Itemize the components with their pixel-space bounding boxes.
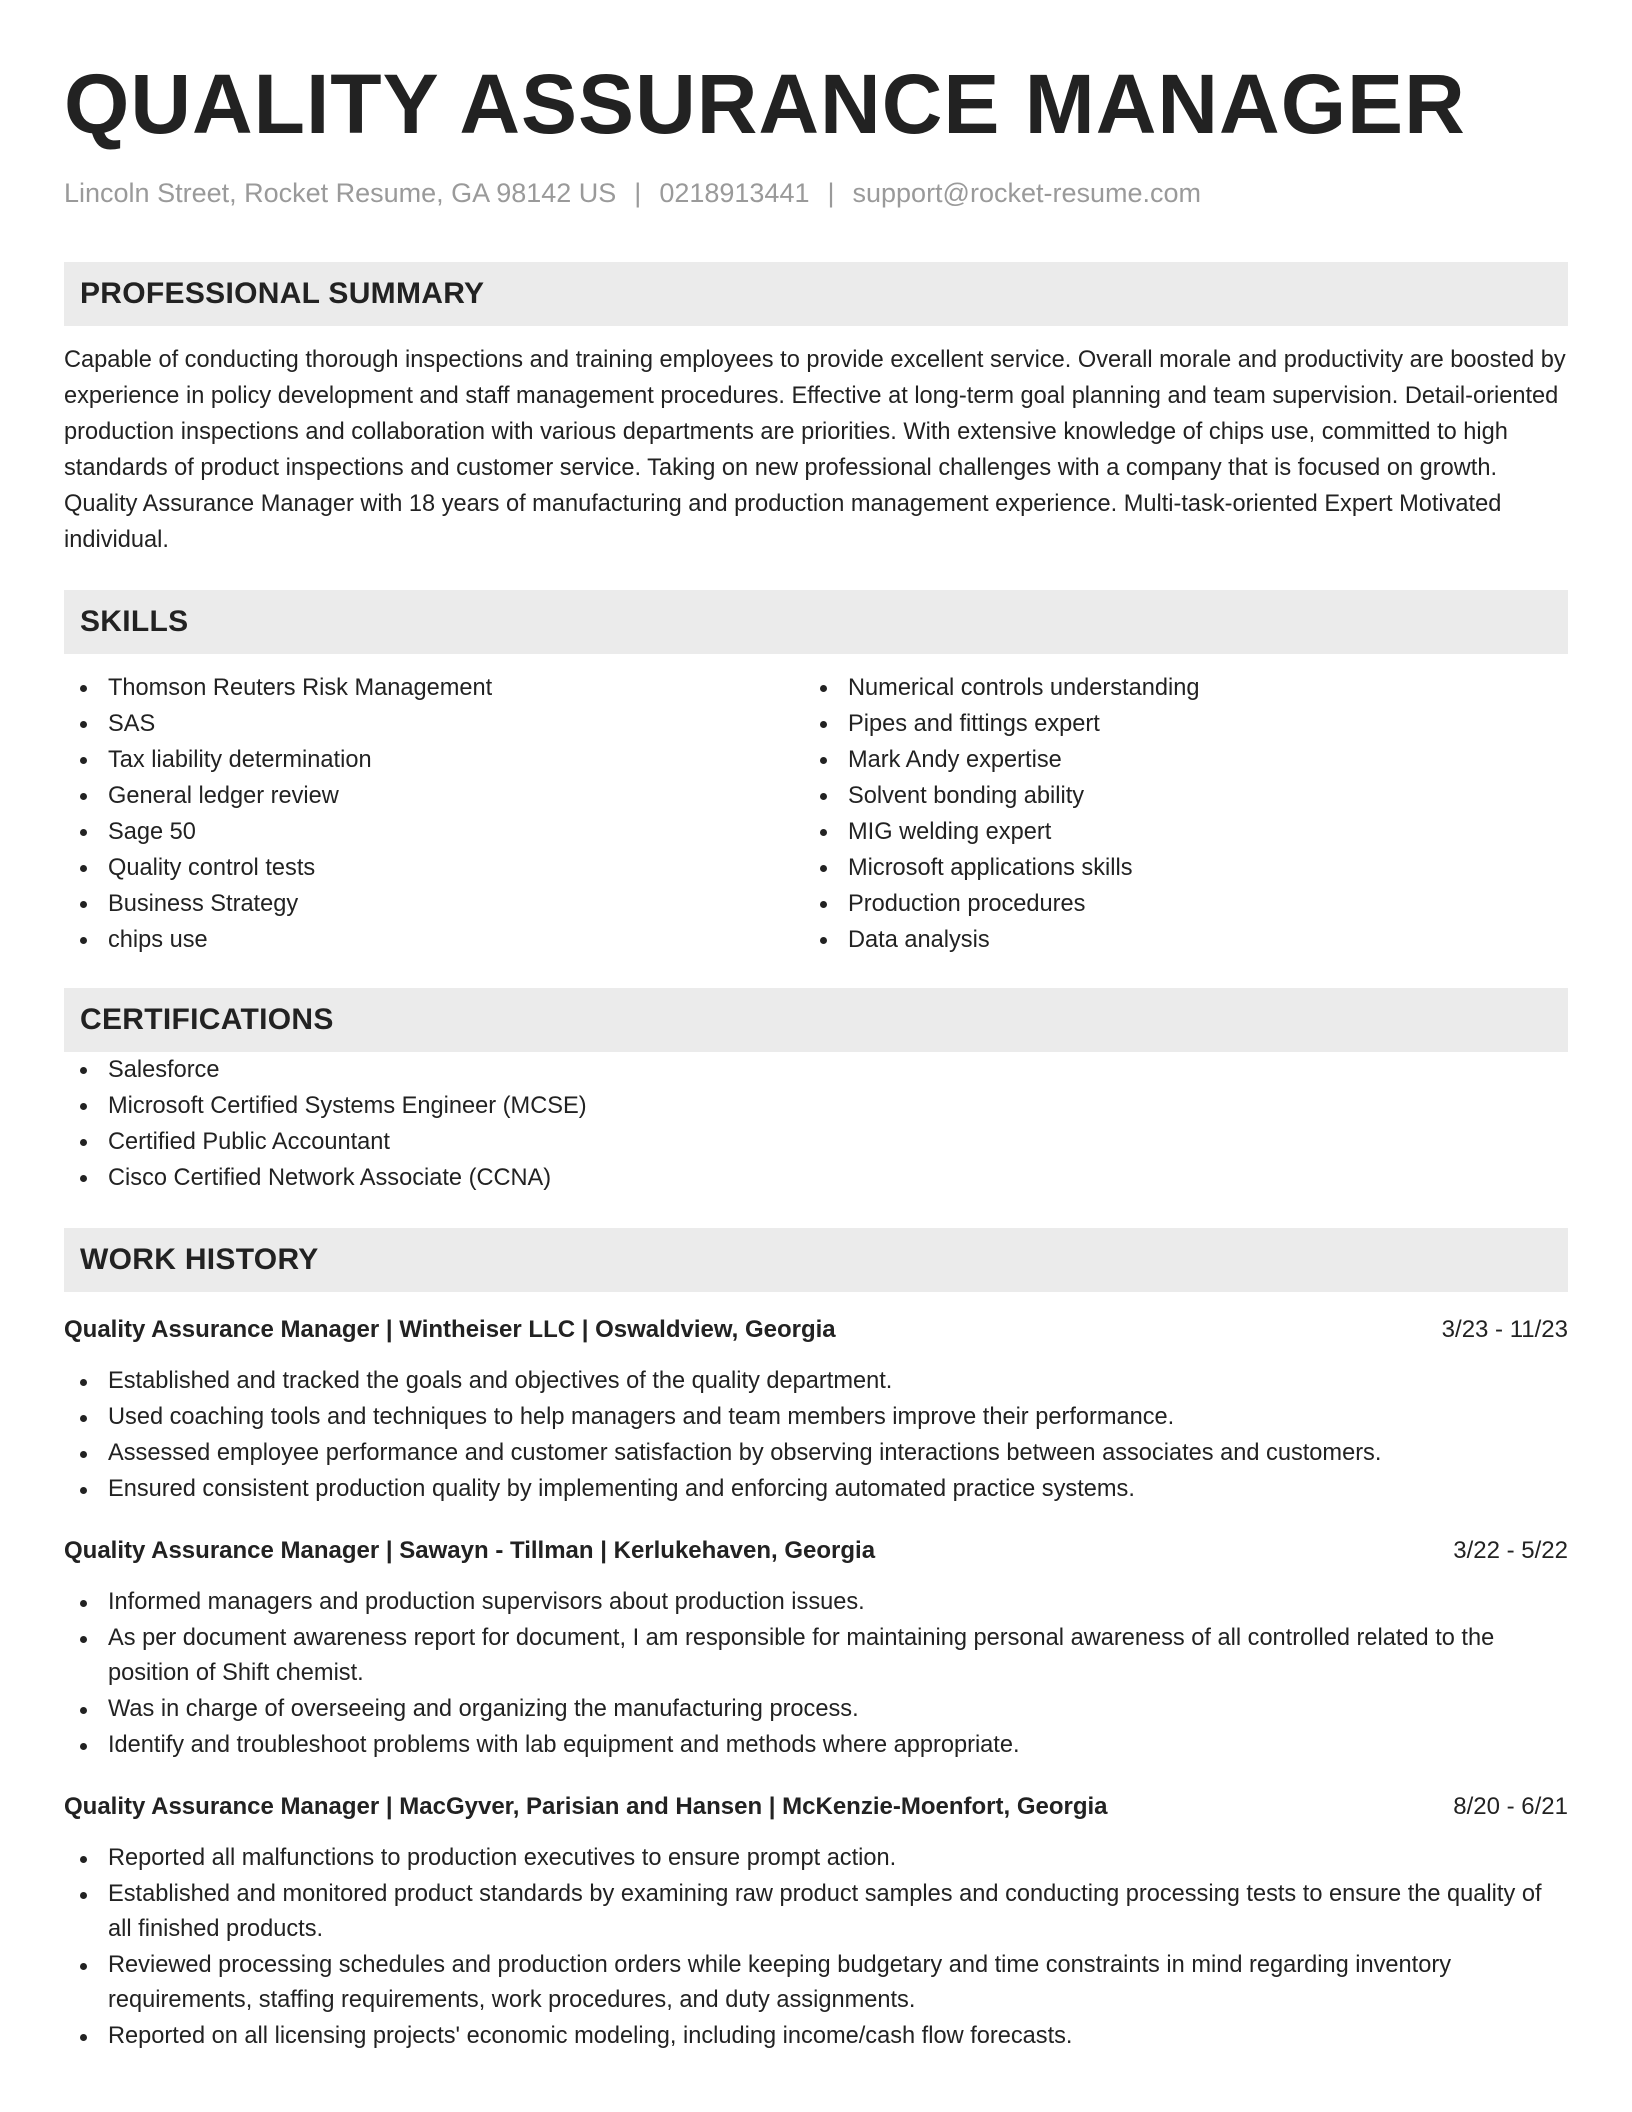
skills-column-left [64, 670, 804, 958]
job-bullet: Reported all malfunctions to production executives to ensure prompt action. [64, 1841, 1568, 1876]
skill-item: Production procedures [804, 886, 1544, 922]
skill-item: General ledger review [64, 778, 804, 814]
job-bullet: Ensured consistent production quality by implementing and enforcing automated practice systems. [64, 1472, 1568, 1507]
job-dates: 3/23 - 11/23 [1441, 1316, 1568, 1343]
certification-item: Cisco Certified Network Associate (CCNA) [64, 1160, 1568, 1196]
contact-address: Lincoln Street, Rocket Resume, GA 98142 US [64, 178, 617, 208]
certification-item: Microsoft Certified Systems Engineer (MCSE) [64, 1088, 1568, 1124]
job-title: Quality Assurance Manager | MacGyver, Parisian and Hansen | McKenzie-Moenfort, Georgia [64, 1793, 1108, 1820]
skill-item: SAS [64, 706, 804, 742]
job-header [64, 1312, 1568, 1348]
job-entry [64, 1789, 1568, 2054]
job-bullet: Informed managers and production supervisors about production issues. [64, 1585, 1568, 1620]
skill-item: Solvent bonding ability [804, 778, 1544, 814]
job-header [64, 1789, 1568, 1825]
skill-item: Numerical controls understanding [804, 670, 1544, 706]
resume-name: QUALITY ASSURANCE MANAGER [64, 57, 1466, 151]
skill-item: Pipes and fittings expert [804, 706, 1544, 742]
section-header-work-history: WORK HISTORY [64, 1228, 1568, 1292]
skill-item: Sage 50 [64, 814, 804, 850]
skill-item: Data analysis [804, 922, 1544, 958]
section-header-certifications: CERTIFICATIONS [64, 988, 1568, 1052]
skill-item: Mark Andy expertise [804, 742, 1544, 778]
contact-separator: | [634, 178, 642, 208]
certification-item: Certified Public Accountant [64, 1124, 1568, 1160]
contact-line [64, 176, 1568, 210]
job-bullets [64, 1585, 1568, 1763]
job-dates: 3/22 - 5/22 [1453, 1537, 1568, 1564]
skills-column-right [804, 670, 1544, 958]
job-bullet: Reviewed processing schedules and production orders while keeping budgetary and time constraints in mind regarding inventory requirements, staffing requirements, work procedures, and duty assignments. [64, 1948, 1568, 2018]
job-bullet: As per document awareness report for document, I am responsible for maintaining personal awareness of all controlled related to the position of Shift chemist. [64, 1621, 1568, 1691]
job-bullet: Assessed employee performance and customer satisfaction by observing interactions between associates and customers. [64, 1436, 1568, 1471]
skills-list-right [804, 670, 1544, 958]
job-bullet: Was in charge of overseeing and organizing the manufacturing process. [64, 1692, 1568, 1727]
job-header [64, 1533, 1568, 1569]
job-bullet: Established and tracked the goals and objectives of the quality department. [64, 1364, 1568, 1399]
job-bullets [64, 1841, 1568, 2054]
skill-item: chips use [64, 922, 804, 958]
skills-grid [64, 670, 1568, 958]
job-dates: 8/20 - 6/21 [1453, 1793, 1568, 1820]
job-title: Quality Assurance Manager | Wintheiser LLC | Oswaldview, Georgia [64, 1316, 836, 1343]
contact-phone: 0218913441 [659, 178, 810, 208]
skills-list-left [64, 670, 804, 958]
skill-item: Microsoft applications skills [804, 850, 1544, 886]
skill-item: MIG welding expert [804, 814, 1544, 850]
job-bullet: Established and monitored product standards by examining raw product samples and conducting processing tests to ensure the quality of all finished products. [64, 1877, 1568, 1947]
job-bullet: Used coaching tools and techniques to help managers and team members improve their performance. [64, 1400, 1568, 1435]
contact-email: support@rocket-resume.com [852, 178, 1202, 208]
summary-text: Capable of conducting thorough inspections and training employees to provide excellent service. Overall morale and productivity are boosted by experience in policy development and staff management procedures. Effective at long-term goal planning and team supervision. Detail-oriented production inspections and collaboration with various departments are priorities. With extensive knowledge of chips use, committed to high standards of product inspections and customer service. Taking on new professional challenges with a company that is focused on growth. Quality Assurance Manager with 18 years of manufacturing and production management experience. Multi-task-oriented Expert Motivated individual. [64, 347, 1566, 553]
skill-item: Business Strategy [64, 886, 804, 922]
job-entry [64, 1533, 1568, 1763]
skill-item: Thomson Reuters Risk Management [64, 670, 804, 706]
section-header-skills: SKILLS [64, 590, 1568, 654]
certifications-list [64, 1052, 1568, 1196]
job-entry [64, 1312, 1568, 1507]
skill-item: Quality control tests [64, 850, 804, 886]
contact-separator: | [827, 178, 835, 208]
certification-item: Salesforce [64, 1052, 1568, 1088]
job-bullets [64, 1364, 1568, 1507]
job-bullet: Reported on all licensing projects' economic modeling, including income/cash flow forecasts. [64, 2019, 1568, 2054]
job-title: Quality Assurance Manager | Sawayn - Tillman | Kerlukehaven, Georgia [64, 1537, 876, 1564]
skill-item: Tax liability determination [64, 742, 804, 778]
job-bullet: Identify and troubleshoot problems with lab equipment and methods where appropriate. [64, 1728, 1568, 1763]
section-header-summary: PROFESSIONAL SUMMARY [64, 262, 1568, 326]
